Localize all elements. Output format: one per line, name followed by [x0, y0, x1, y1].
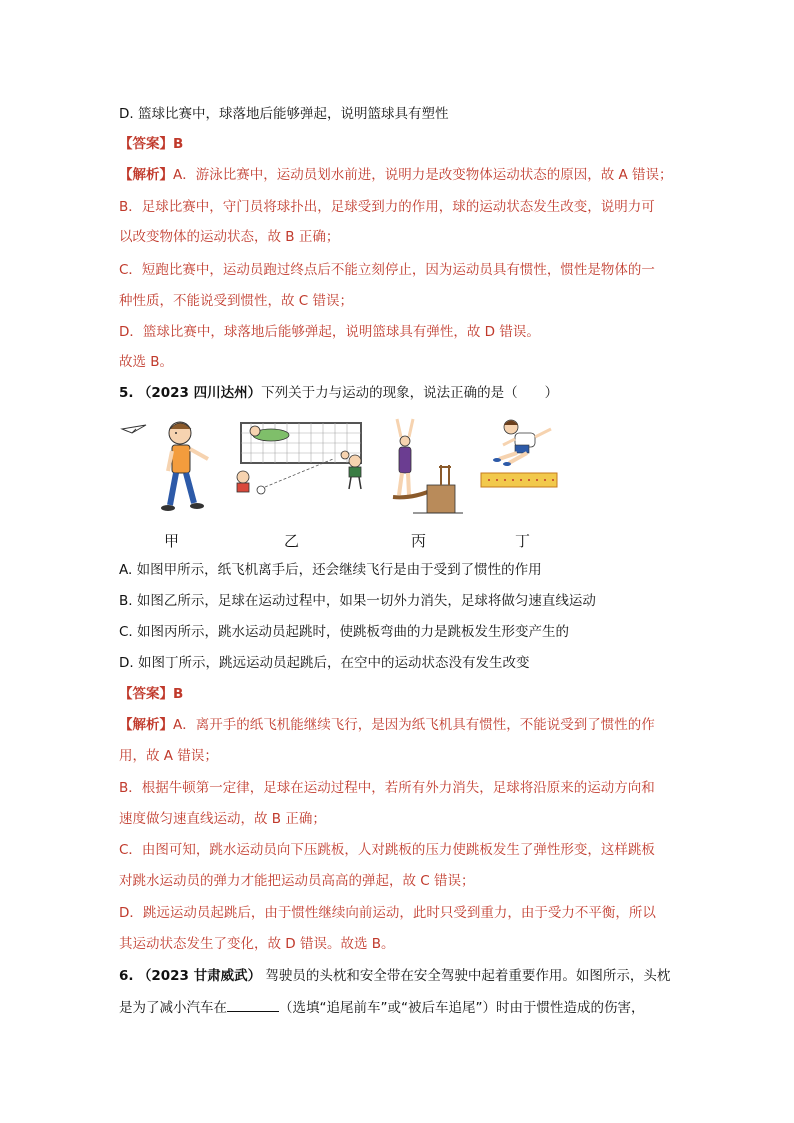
- q5-stem: [119, 383, 558, 403]
- q4-analysis-line-3: 以改变物体的运动状态，故 B 正确；: [119, 229, 340, 245]
- q6-number: 6.: [119, 968, 134, 984]
- q5-analysis-line-8: 其运动状态发生了变化，故 D 错误。故选 B。: [119, 936, 395, 952]
- q4-analysis-line-1: [119, 165, 673, 185]
- figure-label-bing: 丙: [411, 532, 427, 550]
- q4-analysis-line-7: 故选 B。: [119, 354, 174, 370]
- answer-value: B: [173, 686, 184, 702]
- analysis-text: A．游泳比赛中，运动员划水前进，说明力是改变物体运动状态的原因，故 A 错误；: [173, 167, 673, 183]
- q5-analysis-line-2: 用，故 A 错误；: [119, 748, 218, 764]
- q6-stem-text-b: （选填“追尾前车”或“被后车追尾”）时由于惯性造成的伤害，: [279, 1000, 645, 1016]
- q6-stem-line-1: [119, 966, 670, 986]
- q5-option-d: D. 如图丁所示，跳远运动员起跳后，在空中的运动状态没有发生改变: [119, 655, 530, 671]
- q4-analysis-line-5: 种性质，不能说受到惯性，故 C 错误；: [119, 293, 354, 309]
- analysis-tag: 【解析】: [119, 717, 173, 733]
- q5-option-c: C. 如图丙所示，跳水运动员起跳时，使跳板弯曲的力是跳板发生形变产生的: [119, 624, 570, 640]
- figure-bing-diver: [383, 415, 463, 515]
- q6-stem-line-2: [119, 997, 644, 1018]
- q5-analysis-line-7: D．跳远运动员起跳后，由于惯性继续向前运动，此时只受到重力，由于受力不平衡，所以: [119, 905, 656, 921]
- figure-label-jia: 甲: [164, 532, 180, 550]
- q6-stem-text-a: 是为了减小汽车在: [119, 1000, 227, 1016]
- answer-value: B: [173, 136, 184, 152]
- q5-number: 5.: [119, 385, 134, 401]
- figure-jia-paper-plane: [118, 415, 216, 515]
- answer-tag: 【答案】: [119, 136, 173, 152]
- q5-analysis-line-5: C．由图可知，跳水运动员向下压跳板，人对跳板的压力使跳板发生了弹性形变，这样跳板: [119, 842, 655, 858]
- q5-stem-text: 下列关于力与运动的现象，说法正确的是（ ）: [261, 385, 559, 401]
- answer-blank[interactable]: [227, 997, 279, 1012]
- q5-analysis-line-1: [119, 715, 655, 735]
- analysis-tag: 【解析】: [119, 167, 173, 183]
- q5-analysis-line-3: B．根据牛顿第一定律，足球在运动过程中，若所有外力消失，足球将沿原来的运动方向和: [119, 780, 655, 796]
- q6-stem-text: 驾驶员的头枕和安全带在安全驾驶中起着重要作用。如图所示，头枕: [265, 968, 671, 984]
- q6-source: （2023 甘肃威武）: [137, 968, 262, 984]
- analysis-text: A．离开手的纸飞机能继续飞行，是因为纸飞机具有惯性，不能说受到了惯性的作: [173, 717, 655, 733]
- q4-analysis-line-2: B．足球比赛中，守门员将球扑出，足球受到力的作用，球的运动状态发生改变，说明力可: [119, 199, 655, 215]
- q4-analysis-line-4: C．短跑比赛中，运动员跑过终点后不能立刻停止，因为运动员具有惯性，惯性是物体的一: [119, 262, 655, 278]
- q5-source: （2023 四川达州）: [137, 385, 262, 401]
- q5-analysis-line-4: 速度做匀速直线运动，故 B 正确；: [119, 811, 326, 827]
- q4-analysis-line-6: D．篮球比赛中，球落地后能够弹起，说明篮球具有弹性，故 D 错误。: [119, 324, 540, 340]
- answer-tag: 【答案】: [119, 686, 173, 702]
- figure-label-ding: 丁: [515, 532, 531, 550]
- q5-option-a: A. 如图甲所示，纸飞机离手后，还会继续飞行是由于受到了惯性的作用: [119, 562, 542, 578]
- figure-yi-soccer: [233, 415, 373, 495]
- q4-answer: [119, 134, 183, 154]
- figure-label-yi: 乙: [284, 532, 300, 550]
- figure-ding-long-jumper: [479, 415, 559, 495]
- q5-analysis-line-6: 对跳水运动员的弹力才能把运动员高高的弹起，故 C 错误；: [119, 873, 475, 889]
- q4-option-d: D. 篮球比赛中，球落地后能够弹起，说明篮球具有塑性: [119, 106, 449, 122]
- q5-answer: [119, 684, 183, 704]
- q5-option-b: B. 如图乙所示，足球在运动过程中，如果一切外力消失，足球将做匀速直线运动: [119, 593, 596, 609]
